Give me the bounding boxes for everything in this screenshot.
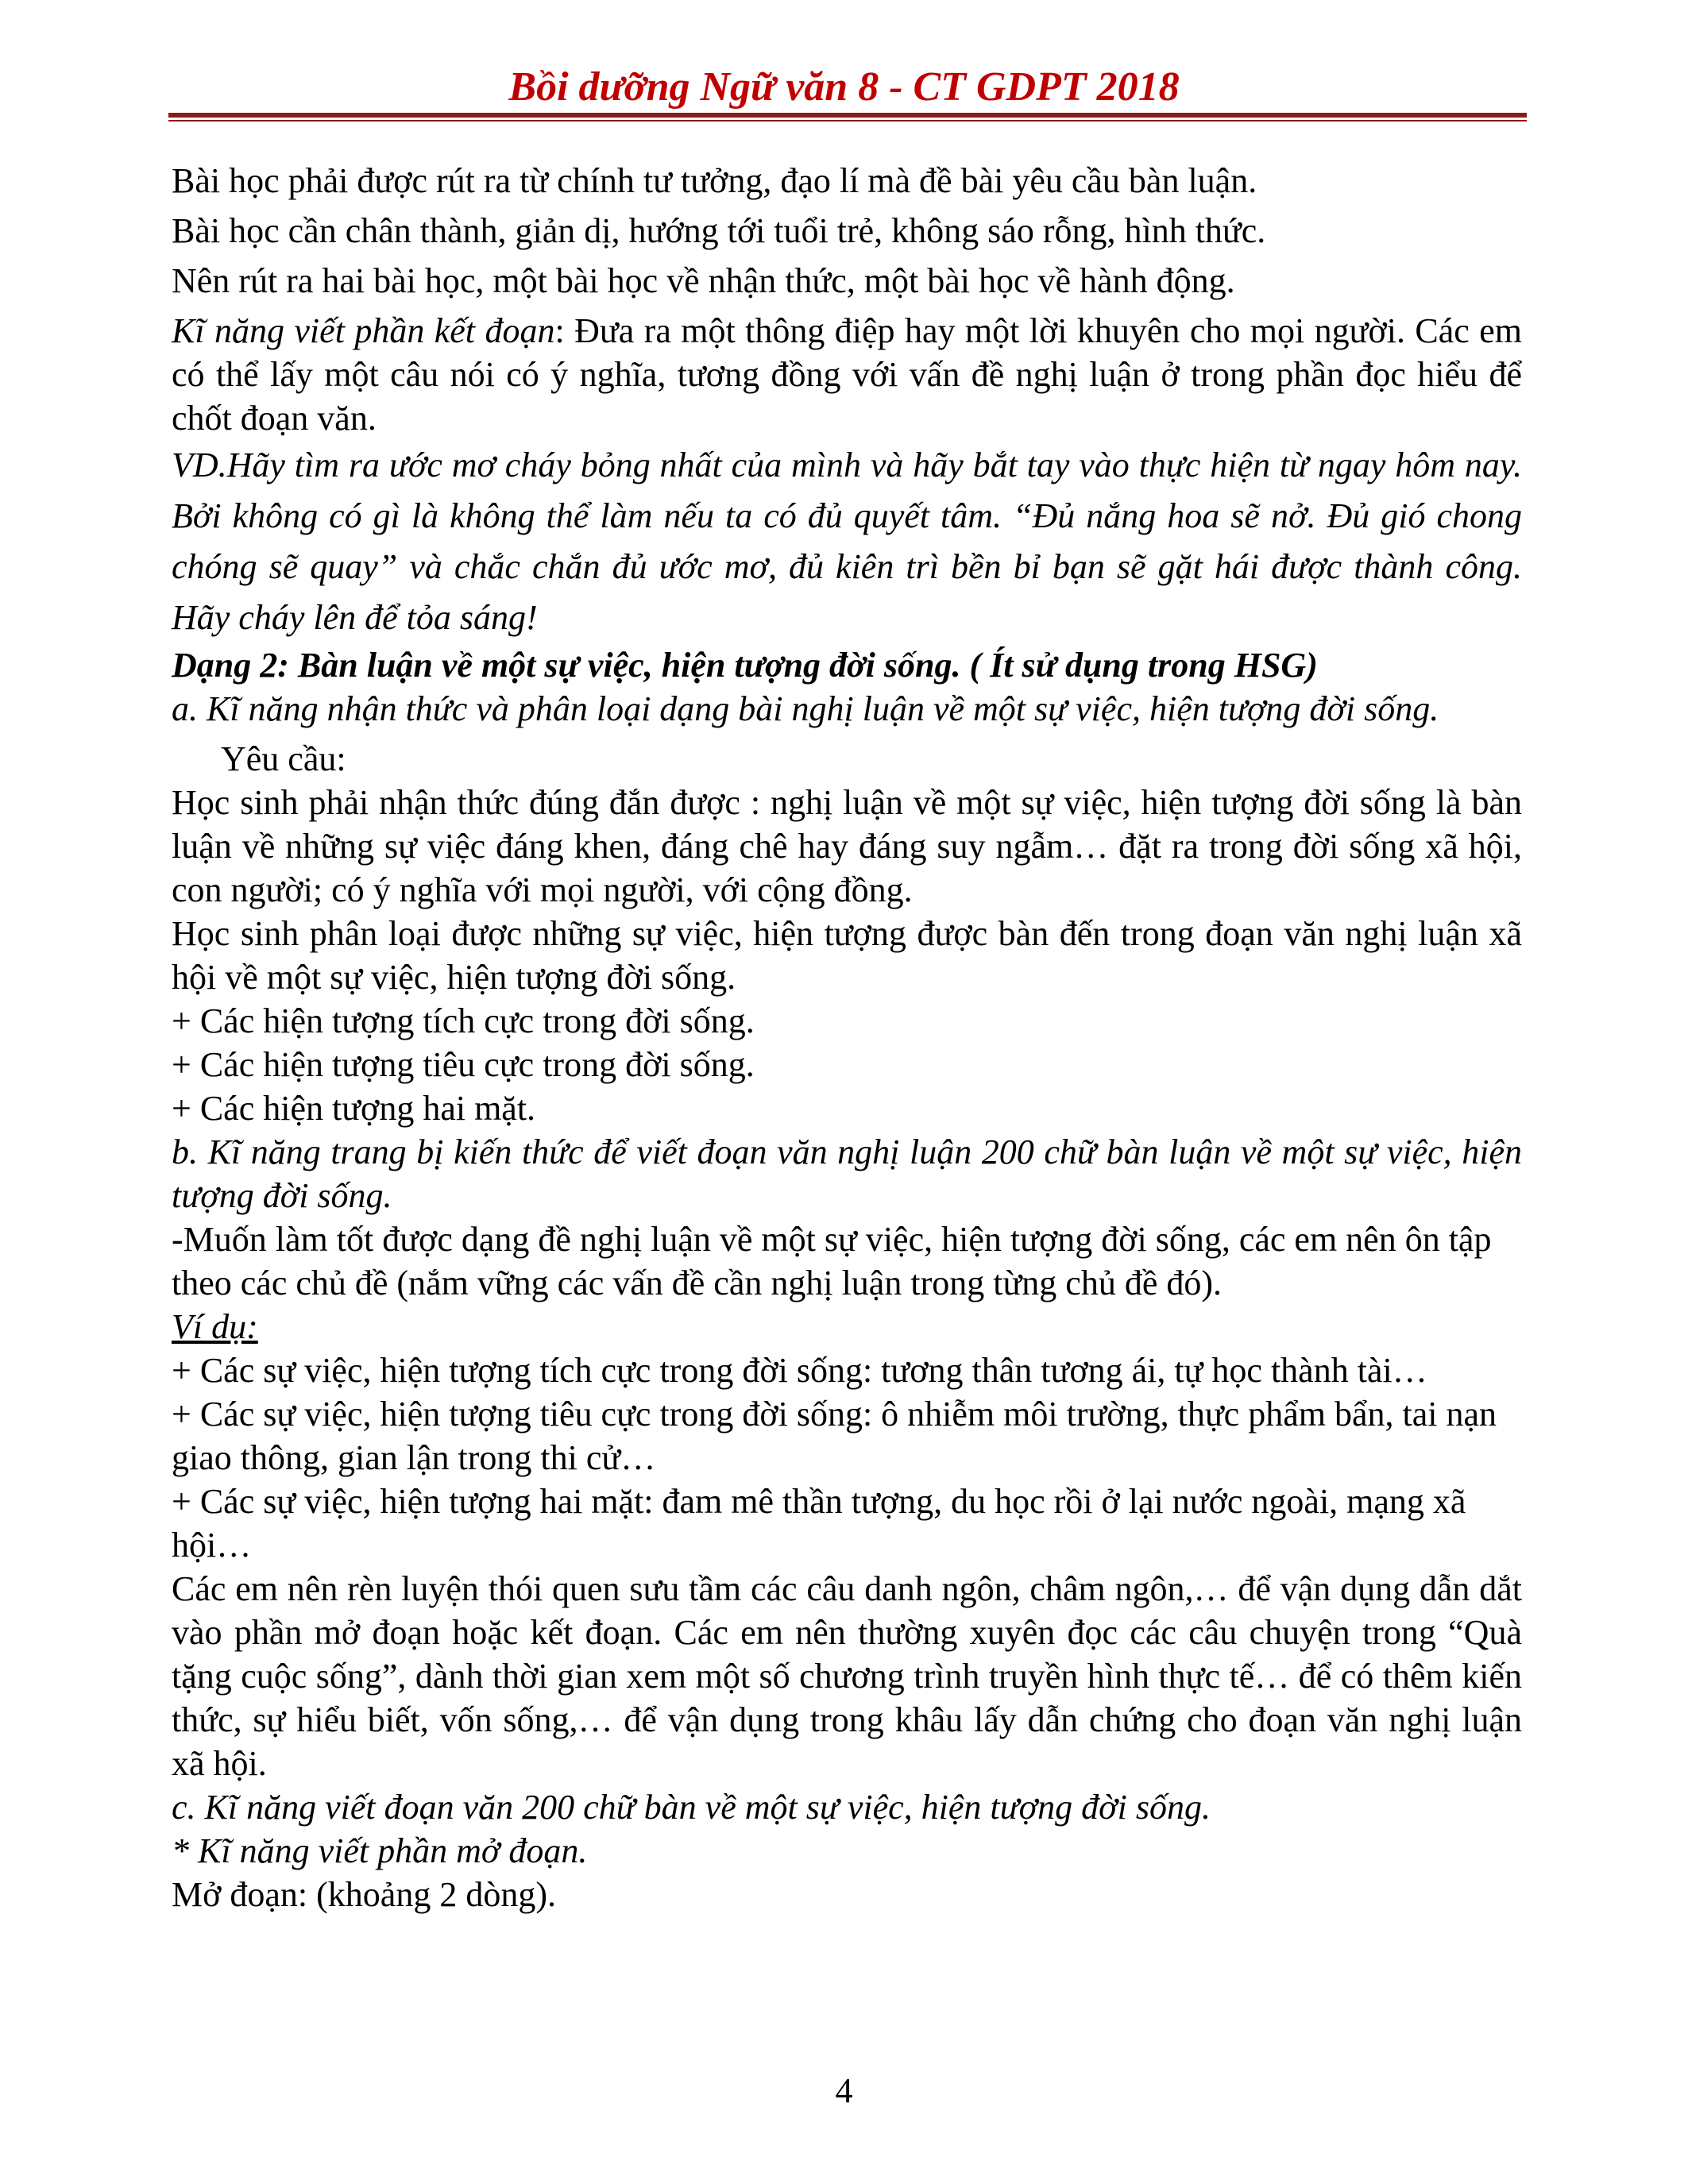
header-rule-thin (168, 120, 1527, 122)
paragraph: Học sinh phân loại được những sự việc, hiện tượng được bàn đến trong đoạn văn nghị luận xã hội về một sự việc, hiện tượng đời sống. (172, 914, 1522, 997)
list-item: + Các sự việc, hiện tượng tích cực trong đời sống: tương thân tương ái, tự học thành tài… (172, 1351, 1427, 1390)
subheading-a: a. Kĩ năng nhận thức và phân loại dạng bài nghị luận về một sự việc, hiện tượng đời sống. (172, 689, 1439, 728)
list-item: + Các sự việc, hiện tượng hai mặt: đam mê thần tượng, du học rồi ở lại nước ngoài, mạng xã hội… (172, 1482, 1466, 1565)
paragraph-ending-skill (172, 309, 1522, 440)
subheading-c: c. Kĩ năng viết đoạn văn 200 chữ bàn về một sự việc, hiện tượng đời sống. (172, 1788, 1211, 1827)
list-item: + Các hiện tượng tiêu cực trong đời sống. (172, 1045, 755, 1084)
subheading-b: b. Kĩ năng trang bị kiến thức để viết đoạn văn nghị luận 200 chữ bàn luận về một sự việc, hiện tượng đời sống. (172, 1133, 1522, 1215)
paragraph: Mở đoạn: (khoảng 2 dòng). (172, 1875, 556, 1914)
paragraph: Bài học phải được rút ra từ chính tư tưởng, đạo lí mà đề bài yêu cầu bàn luận. (172, 161, 1257, 200)
requirements-label: Yêu cầu: (221, 739, 346, 778)
paragraph: -Muốn làm tốt được dạng đề nghị luận về một sự việc, hiện tượng đời sống, các em nên ôn tập theo các chủ đề (nắm vững các vấn đề cần nghị luận trong từng chủ đề đó). (172, 1220, 1492, 1302)
example-label: Ví dụ: (172, 1307, 258, 1346)
ending-skill-label: Kĩ năng viết phần kết đoạn (172, 311, 555, 350)
list-item: + Các sự việc, hiện tượng tiêu cực trong đời sống: ô nhiễm môi trường, thực phẩm bẩn, tai nạn giao thông, gian lận trong thi cử… (172, 1395, 1497, 1477)
subheading-star: * Kĩ năng viết phần mở đoạn. (172, 1831, 588, 1870)
header-title: Bồi dưỡng Ngữ văn 8 - CT GDPT 2018 (508, 64, 1180, 110)
list-item: + Các hiện tượng tích cực trong đời sống. (172, 1001, 755, 1040)
ending-skill-text: : Đưa ra một thông điệp hay một lời khuyên cho mọi người. Các em có thể lấy một câu nói có ý nghĩa, tương đồng với vấn đề nghị luận ở trong phần đọc hiểu để chốt đoạn văn. (172, 311, 1522, 438)
section-heading-dang2: Dạng 2: Bàn luận về một sự việc, hiện tượng đời sống. ( Ít sử dụng trong HSG) (172, 646, 1318, 685)
header-rule-thick (168, 113, 1527, 118)
example-paragraph: VD.Hãy tìm ra ước mơ cháy bỏng nhất của mình và hãy bắt tay vào thực hiện từ ngay hôm nay. Bởi không có gì là không thể làm nếu ta có đủ quyết tâm. “Đủ nắng hoa sẽ nở. Đủ gió chong chóng sẽ quay” và chắc chắn đủ ước mơ, đủ kiên trì bền bỉ bạn sẽ gặt hái được thành công. Hãy cháy lên để tỏa sáng! (172, 446, 1522, 637)
list-item: + Các hiện tượng hai mặt. (172, 1089, 536, 1128)
document-body (172, 152, 1522, 1916)
paragraph: Nên rút ra hai bài học, một bài học về nhận thức, một bài học về hành động. (172, 261, 1235, 300)
page-number: 4 (835, 2071, 853, 2110)
paragraph: Bài học cần chân thành, giản dị, hướng tới tuổi trẻ, không sáo rỗng, hình thức. (172, 211, 1266, 250)
paragraph: Các em nên rèn luyện thói quen sưu tầm các câu danh ngôn, châm ngôn,… để vận dụng dẫn dắt vào phần mở đoạn hoặc kết đoạn. Các em nên thường xuyên đọc các câu chuyện trong “Quà tặng cuộc sống”, dành thời gian xem một số chương trình truyền hình thực tế… để có thêm kiến thức, sự hiểu biết, vốn sống,… để vận dụng trong khâu lấy dẫn chứng cho đoạn văn nghị luận xã hội. (172, 1569, 1522, 1783)
paragraph: Học sinh phải nhận thức đúng đắn được : nghị luận về một sự việc, hiện tượng đời sống là bàn luận về những sự việc đáng khen, đáng chê hay đáng suy ngẫm… đặt ra trong đời sống xã hội, con người; có ý nghĩa với mọi người, với cộng đồng. (172, 783, 1522, 909)
